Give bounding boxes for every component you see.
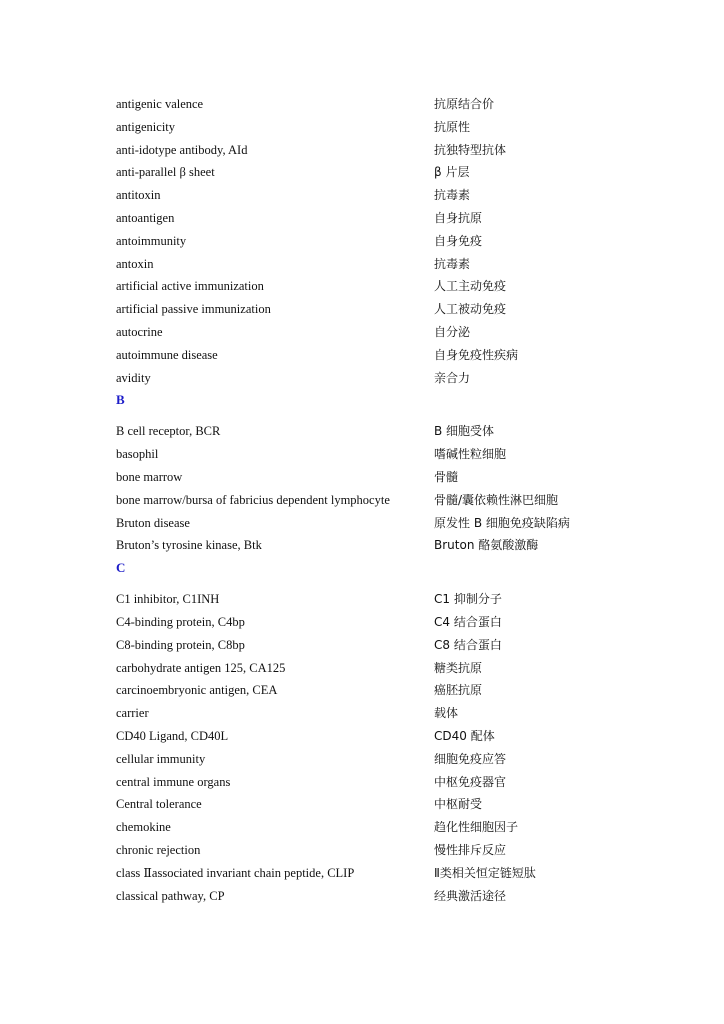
chinese-term: 载体	[434, 706, 459, 721]
glossary-row	[116, 725, 606, 748]
chinese-term: 人工主动免疫	[434, 279, 507, 294]
chinese-term: 自身免疫性疾病	[434, 347, 519, 362]
english-term: Central tolerance	[116, 797, 202, 812]
glossary-row	[116, 588, 606, 611]
chinese-term: C1 抑制分子	[434, 592, 502, 607]
chinese-term: 中枢免疫器官	[434, 774, 507, 789]
glossary-row	[116, 679, 606, 702]
english-term: artificial active immunization	[116, 279, 264, 294]
english-term: CD40 Ligand, CD40L	[116, 728, 229, 743]
chinese-term: B 细胞受体	[434, 424, 495, 439]
chinese-term: C4 结合蛋白	[434, 614, 502, 629]
chinese-term: 抗原结合价	[434, 97, 495, 111]
glossary-row	[116, 885, 606, 908]
chinese-term: 细胞免疫应答	[434, 751, 507, 766]
english-term: antoimmunity	[116, 233, 187, 248]
chinese-term: C8 结合蛋白	[434, 637, 502, 652]
chinese-term: 嗜碱性粒细胞	[434, 447, 507, 462]
chinese-term: 慢性排斥反应	[434, 842, 507, 857]
english-term: cellular immunity	[116, 751, 206, 766]
glossary-row	[116, 420, 606, 443]
english-term: bone marrow	[116, 469, 183, 484]
english-term: carbohydrate antigen 125, CA125	[116, 660, 286, 675]
glossary-row	[116, 611, 606, 634]
english-term: antigenic valence	[116, 97, 204, 111]
english-term: avidity	[116, 370, 151, 385]
glossary-row	[116, 443, 606, 466]
chinese-term: 自身抗原	[434, 210, 483, 225]
section-heading-c: C	[116, 560, 126, 576]
glossary-row	[116, 489, 606, 512]
english-term: Bruton disease	[116, 515, 190, 530]
english-term: antitoxin	[116, 188, 161, 203]
english-term: antigenicity	[116, 119, 176, 134]
glossary-row	[116, 702, 606, 725]
glossary-row	[116, 344, 606, 367]
chinese-term: 抗原性	[434, 119, 471, 134]
glossary-row	[116, 657, 606, 680]
english-term: antoantigen	[116, 210, 175, 225]
glossary-row	[116, 839, 606, 862]
chinese-term: 自分泌	[434, 324, 471, 339]
chinese-term: 抗毒素	[434, 188, 471, 203]
glossary-row	[116, 321, 606, 344]
chinese-term: 原发性 B 细胞免疫缺陷病	[434, 515, 570, 530]
chinese-term: 趋化性细胞因子	[434, 820, 519, 835]
english-term: C8-binding protein, C8bp	[116, 637, 245, 652]
glossary-row	[116, 748, 606, 771]
glossary-row	[116, 367, 606, 390]
glossary-row	[116, 466, 606, 489]
glossary-row	[116, 230, 606, 253]
glossary-row	[116, 93, 606, 116]
chinese-term: 癌胚抗原	[434, 683, 483, 698]
english-term: Bruton’s tyrosine kinase, Btk	[116, 538, 262, 553]
english-term: basophil	[116, 447, 159, 462]
glossary-row	[116, 634, 606, 657]
english-term: anti-idotype antibody, AId	[116, 142, 248, 157]
english-term: artificial passive immunization	[116, 302, 271, 317]
chinese-term: Bruton 酪氨酸激酶	[434, 538, 539, 553]
english-term: C4-binding protein, C4bp	[116, 614, 245, 629]
chinese-term: 抗毒素	[434, 256, 471, 271]
english-term: anti-parallel β sheet	[116, 165, 215, 180]
glossary-row	[116, 298, 606, 321]
chinese-term: 中枢耐受	[434, 797, 483, 812]
english-term: B cell receptor, BCR	[116, 424, 221, 439]
glossary-row	[116, 534, 606, 557]
chinese-term: β 片层	[434, 165, 470, 180]
chinese-term: 经典激活途径	[434, 888, 507, 903]
chinese-term: CD40 配体	[434, 728, 495, 743]
chinese-term: 人工被动免疫	[434, 302, 507, 317]
glossary-row	[116, 207, 606, 230]
glossary-row	[116, 116, 606, 139]
english-term: antoxin	[116, 256, 154, 271]
english-term: autocrine	[116, 324, 163, 339]
chinese-term: 亲合力	[434, 370, 471, 385]
english-term: bone marrow/bursa of fabricius dependent lymphocyte	[116, 492, 390, 507]
section-heading-b: B	[116, 392, 125, 408]
glossary-row	[116, 862, 606, 885]
english-term: classical pathway, CP	[116, 888, 225, 903]
glossary-row	[116, 161, 606, 184]
english-term: chemokine	[116, 820, 171, 835]
english-term: chronic rejection	[116, 842, 201, 857]
glossary-row	[116, 512, 606, 535]
english-term: carcinoembryonic antigen, CEA	[116, 683, 278, 698]
chinese-term: 糖类抗原	[434, 660, 483, 675]
glossary-row	[116, 816, 606, 839]
chinese-term: 自身免疫	[434, 233, 483, 248]
english-term: central immune organs	[116, 774, 231, 789]
glossary-list	[116, 93, 606, 907]
glossary-row	[116, 793, 606, 816]
glossary-row	[116, 184, 606, 207]
english-term: carrier	[116, 706, 149, 721]
glossary-row	[116, 139, 606, 162]
chinese-term: 骨髓/囊依赖性淋巴细胞	[434, 492, 559, 507]
glossary-row	[116, 253, 606, 276]
chinese-term: Ⅱ类相关恒定链短肽	[434, 865, 536, 880]
english-term: C1 inhibitor, C1INH	[116, 592, 220, 607]
english-term: class Ⅱassociated invariant chain peptide, CLIP	[116, 865, 355, 880]
chinese-term: 骨髓	[434, 469, 459, 484]
glossary-row	[116, 275, 606, 298]
glossary-row	[116, 771, 606, 794]
chinese-term: 抗独特型抗体	[434, 142, 507, 157]
english-term: autoimmune disease	[116, 347, 218, 362]
